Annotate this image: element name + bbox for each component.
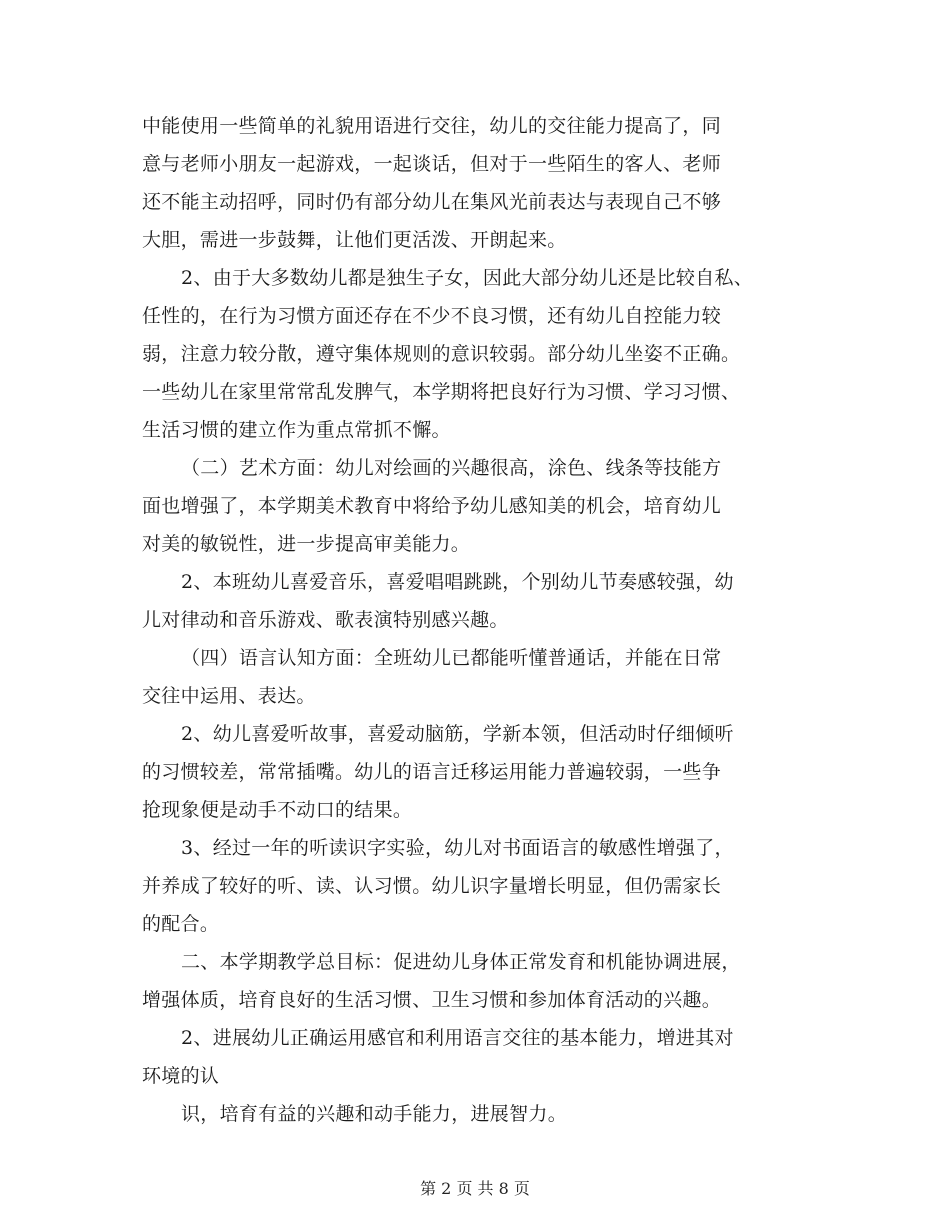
text-line: 2、幼儿喜爱听故事，喜爱动脑筋，学新本领，但活动时仔细倾听: [181, 723, 734, 745]
text-line: 并养成了较好的听、读、认习惯。幼儿识字量增长明显，但仍需家长: [142, 875, 722, 897]
text-line: 儿对律动和音乐游戏、歌表演特别感兴趣。: [142, 609, 509, 631]
text-line: 意与老师小朋友一起游戏，一起谈话，但对于一些陌生的客人、老师: [142, 153, 722, 175]
text-line: 对美的敏锐性，进一步提高审美能力。: [142, 533, 471, 555]
text-line: 还不能主动招呼，同时仍有部分幼儿在集风光前表达与表现自己不够: [142, 191, 722, 213]
text-line: 的配合。: [142, 913, 220, 935]
text-line: 任性的，在行为习惯方面还存在不少不良习惯，还有幼儿自控能力较: [142, 305, 722, 327]
text-line: 2、进展幼儿正确运用感官和利用语言交往的基本能力，增进其对: [181, 1027, 734, 1049]
text-line: 二、本学期教学总目标：促进幼儿身体正常发育和机能协调进展，: [181, 951, 741, 973]
text-line: 增强体质，培育良好的生活习惯、卫生习惯和参加体育活动的兴趣。: [142, 989, 722, 1011]
page-number-footer: 第 2 页 共 8 页: [420, 1179, 530, 1198]
text-line: 生活习惯的建立作为重点常抓不懈。: [142, 419, 451, 441]
text-line: 交往中运用、表达。: [142, 685, 316, 707]
text-line: 3、经过一年的听读识字实验，幼儿对书面语言的敏感性增强了，: [181, 837, 734, 859]
text-line: 面也增强了，本学期美术教育中将给予幼儿感知美的机会，培育幼儿: [142, 495, 722, 517]
text-line: 环境的认: [142, 1065, 220, 1087]
text-line: 抢现象便是动手不动口的结果。: [142, 799, 413, 821]
text-line: 中能使用一些简单的礼貌用语进行交往，幼儿的交往能力提高了，同: [142, 115, 722, 137]
text-line: 的习惯较差，常常插嘴。幼儿的语言迁移运用能力普遍较弱，一些争: [142, 761, 722, 783]
text-line: 一些幼儿在家里常常乱发脾气，本学期将把良好行为习惯、学习习惯、: [142, 381, 741, 403]
text-line: 大胆，需进一步鼓舞，让他们更活泼、开朗起来。: [142, 229, 567, 251]
text-line: 2、本班幼儿喜爱音乐，喜爱唱唱跳跳，个别幼儿节奏感较强，幼: [181, 571, 734, 593]
text-line: 识，培育有益的兴趣和动手能力，进展智力。: [181, 1103, 568, 1125]
text-line: （四）语言认知方面：全班幼儿已都能听懂普通话，并能在日常: [181, 647, 722, 669]
text-line: 弱，注意力较分散，遵守集体规则的意识较弱。部分幼儿坐姿不正确。: [142, 343, 741, 365]
text-line: 2、由于大多数幼儿都是独生子女，因此大部分幼儿还是比较自私、: [181, 267, 754, 289]
text-line: （二）艺术方面：幼儿对绘画的兴趣很高，涂色、线条等技能方: [181, 457, 722, 479]
